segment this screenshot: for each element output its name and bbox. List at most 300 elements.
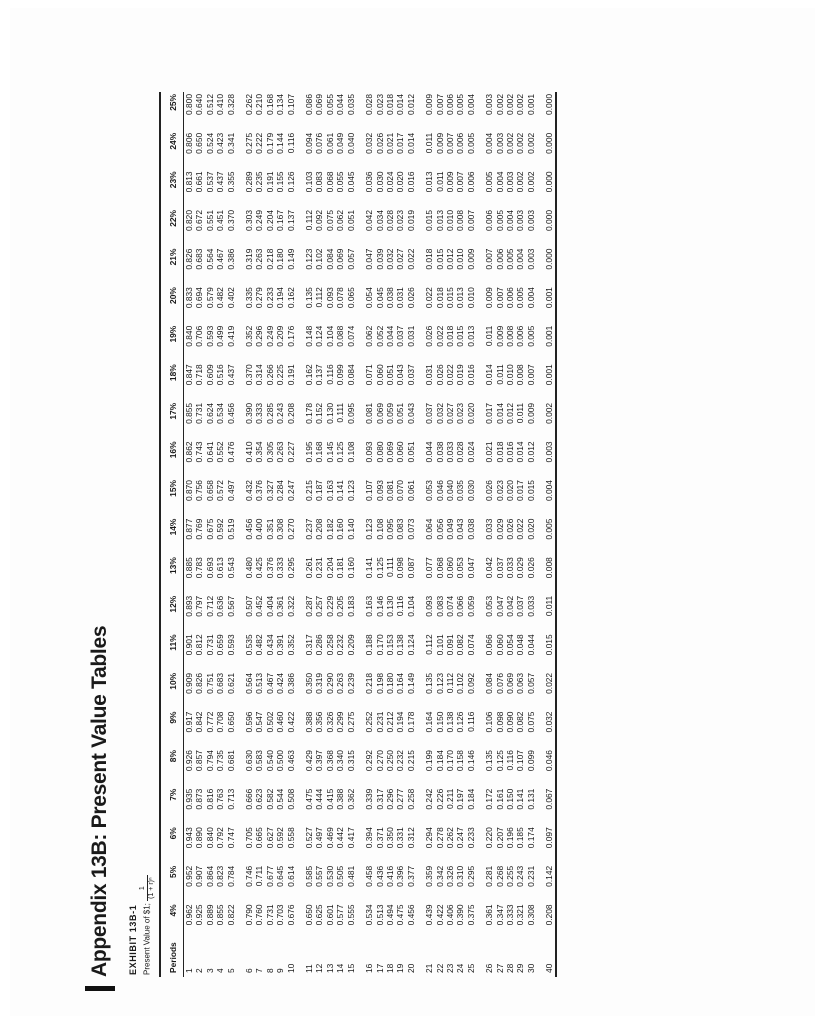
pv-factor-cell: 0.015 [525, 480, 536, 502]
pv-factor-cell: 0.179 [264, 132, 275, 154]
pv-factor-cell: 0.083 [434, 595, 445, 617]
title-row [80, 88, 120, 993]
pv-factor-cell: 0.073 [405, 518, 416, 540]
pv-factor-cell: 0.084 [484, 672, 495, 694]
pv-factor-cell: 0.015 [544, 634, 555, 656]
pv-factor-cell: 0.243 [515, 865, 526, 887]
pv-factor-cell: 0.082 [455, 634, 466, 656]
pv-factor-cell: 0.125 [335, 441, 346, 463]
period-cell: 15 [345, 963, 356, 973]
pv-factor-cell: 0.262 [444, 827, 455, 849]
pv-factor-cell: 0.002 [504, 94, 515, 115]
pv-factor-cell: 0.028 [455, 441, 466, 463]
pv-factor-cell: 0.013 [465, 325, 476, 347]
pv-factor-cell: 0.146 [374, 595, 385, 617]
pv-factor-cell: 0.319 [314, 672, 325, 694]
pv-factor-cell: 0.163 [324, 480, 335, 502]
pv-factor-cell: 0.039 [374, 248, 385, 270]
table-row [526, 92, 536, 977]
pv-factor-cell: 0.045 [374, 287, 385, 309]
pv-factor-cell: 0.124 [405, 634, 416, 656]
table-row [325, 92, 335, 977]
header-rate: 5% [161, 864, 184, 903]
pv-factor-cell: 0.137 [314, 364, 325, 386]
pv-factor-cell: 0.002 [515, 171, 526, 193]
pv-factor-cell: 0.551 [204, 210, 215, 231]
pv-factor-cell: 0.231 [314, 557, 325, 579]
pv-factor-cell: 0.706 [194, 325, 205, 347]
pv-factor-cell: 0.017 [395, 132, 406, 154]
pv-factor-cell: 0.030 [374, 171, 385, 193]
pv-factor-cell: 0.081 [364, 402, 375, 424]
pv-factor-cell: 0.870 [184, 480, 194, 502]
pv-factor-cell: 0.038 [384, 287, 395, 309]
pv-factor-cell: 0.422 [434, 904, 445, 926]
pv-factor-cell: 0.390 [455, 904, 466, 926]
pv-factor-cell: 0.889 [204, 904, 215, 926]
header-rate: 15% [161, 478, 184, 517]
pv-factor-cell: 0.130 [384, 595, 395, 617]
pv-factor-cell: 0.005 [455, 94, 466, 115]
pv-factor-cell: 0.084 [345, 364, 356, 386]
pv-factor-cell: 0.406 [444, 904, 455, 926]
pv-factor-cell: 0.066 [484, 634, 495, 656]
pv-factor-cell: 0.645 [275, 865, 286, 887]
table-header-row [161, 92, 184, 977]
pv-factor-cell: 0.885 [184, 557, 194, 579]
pv-factor-cell: 0.010 [455, 248, 466, 270]
pv-factor-cell: 0.877 [184, 518, 194, 540]
exhibit-caption [139, 88, 155, 975]
pv-factor-cell: 0.890 [194, 827, 205, 849]
pv-factor-cell: 0.650 [304, 904, 315, 926]
period-cell: 12 [314, 963, 325, 973]
pv-factor-cell: 0.044 [424, 441, 435, 463]
pv-factor-cell: 0.083 [314, 171, 325, 193]
pv-factor-cell: 0.031 [424, 364, 435, 386]
pv-factor-cell: 0.052 [374, 325, 385, 347]
pv-factor-cell: 0.135 [484, 750, 495, 772]
pv-factor-cell: 0.149 [285, 248, 296, 270]
pv-factor-cell: 0.064 [424, 518, 435, 540]
pv-factor-cell: 0.873 [194, 788, 205, 810]
pv-factor-cell: 0.059 [465, 595, 476, 617]
pv-factor-cell: 0.592 [275, 827, 286, 849]
pv-factor-cell: 0.018 [384, 94, 395, 115]
pv-factor-cell: 0.797 [194, 595, 205, 617]
table-row [265, 92, 275, 977]
pv-factor-cell: 0.026 [424, 325, 435, 347]
pv-factor-cell: 0.149 [405, 672, 416, 694]
pv-factor-cell: 0.009 [494, 325, 505, 347]
pv-factor-cell: 0.060 [444, 557, 455, 579]
pv-factor-cell: 0.004 [465, 94, 476, 115]
pv-factor-cell: 0.893 [184, 595, 194, 617]
pv-factor-cell: 0.516 [215, 364, 226, 386]
pv-factor-cell: 0.102 [455, 672, 466, 694]
pv-formula [139, 875, 156, 900]
pv-factor-cell: 0.211 [444, 788, 455, 810]
pv-factor-cell: 0.475 [395, 904, 406, 926]
pv-factor-cell: 0.524 [204, 132, 215, 154]
pv-factor-cell: 0.907 [194, 865, 205, 887]
pv-factor-cell: 0.022 [405, 248, 416, 270]
pv-factor-cell: 0.034 [374, 210, 385, 231]
pv-factor-cell: 0.513 [254, 672, 265, 694]
header-rate: 17% [161, 401, 184, 440]
pv-factor-cell: 0.074 [345, 325, 356, 347]
pv-factor-cell: 0.005 [504, 248, 515, 270]
header-rate: 24% [161, 131, 184, 170]
exhibit-caption-text: Present Value of $1; [142, 903, 152, 975]
period-cell: 26 [484, 963, 495, 973]
pv-factor-cell: 0.359 [424, 865, 435, 887]
table-row [286, 92, 296, 977]
pv-factor-cell: 0.004 [515, 248, 526, 270]
pv-factor-cell: 0.043 [455, 518, 466, 540]
pv-factor-cell: 0.705 [244, 827, 255, 849]
pv-factor-cell: 0.317 [304, 634, 315, 656]
pv-factor-cell: 0.182 [324, 518, 335, 540]
pv-factor-cell: 0.535 [244, 634, 255, 656]
pv-factor-cell: 0.335 [244, 287, 255, 309]
period-cell: 29 [515, 963, 526, 973]
period-cell: 40 [544, 963, 555, 973]
pv-factor-cell: 0.003 [504, 171, 515, 193]
pv-factor-cell: 0.351 [264, 518, 275, 540]
pv-factor-cell: 0.310 [455, 865, 466, 887]
pv-factor-cell: 0.467 [264, 672, 275, 694]
period-cell: 19 [395, 963, 406, 973]
pv-factor-cell: 0.530 [324, 865, 335, 887]
pv-factor-cell: 0.794 [204, 750, 215, 772]
pv-factor-cell: 0.028 [364, 94, 375, 115]
header-rate: 7% [161, 787, 184, 826]
pv-factor-cell: 0.290 [324, 672, 335, 694]
pv-factor-cell: 0.763 [215, 788, 226, 810]
pv-factor-cell: 0.708 [215, 711, 226, 733]
pv-factor-cell: 0.032 [384, 248, 395, 270]
pv-factor-cell: 0.138 [444, 711, 455, 733]
pv-factor-cell: 0.011 [424, 132, 435, 154]
table-row [416, 92, 434, 977]
pv-factor-cell: 0.361 [484, 904, 495, 926]
pv-factor-cell: 0.434 [264, 634, 275, 656]
pv-factor-cell: 0.322 [285, 595, 296, 617]
pv-factor-cell: 0.534 [364, 904, 375, 926]
pv-factor-cell: 0.255 [504, 865, 515, 887]
pv-factor-cell: 0.086 [304, 94, 315, 115]
pv-factor-cell: 0.857 [194, 750, 205, 772]
pv-factor-cell: 0.513 [374, 904, 385, 926]
pv-factor-cell: 0.239 [345, 672, 356, 694]
pv-factor-cell: 0.233 [465, 827, 476, 849]
pv-factor-cell: 0.004 [484, 132, 495, 154]
pv-factor-cell: 0.204 [324, 557, 335, 579]
pv-factor-cell: 0.002 [515, 94, 526, 115]
table-row [455, 92, 465, 977]
pv-factor-cell: 0.084 [324, 248, 335, 270]
pv-factor-cell: 0.009 [525, 402, 536, 424]
pv-factor-cell: 0.826 [184, 248, 194, 270]
pv-factor-cell: 0.168 [264, 94, 275, 115]
pv-factor-cell: 0.062 [364, 325, 375, 347]
pv-factor-cell: 0.051 [405, 441, 416, 463]
pv-factor-cell: 0.061 [324, 132, 335, 154]
pv-factor-cell: 0.005 [494, 210, 505, 231]
period-cell: 25 [465, 963, 476, 973]
pv-factor-cell: 0.032 [544, 711, 555, 733]
pv-factor-cell: 0.162 [285, 287, 296, 309]
pv-factor-cell: 0.614 [285, 865, 296, 887]
pv-factor-cell: 0.609 [204, 364, 215, 386]
pv-factor-cell: 0.386 [285, 672, 296, 694]
pv-factor-cell: 0.022 [444, 364, 455, 386]
pv-factor-cell: 0.112 [444, 672, 455, 694]
pv-factor-cell: 0.215 [304, 480, 315, 502]
pv-factor-cell: 0.482 [215, 287, 226, 309]
pv-factor-cell: 0.812 [194, 634, 205, 656]
pv-factor-cell: 0.295 [465, 865, 476, 887]
pv-factor-cell: 0.390 [244, 402, 255, 424]
pv-factor-cell: 0.124 [314, 325, 325, 347]
pv-factor-cell: 0.188 [364, 634, 375, 656]
period-cell: 5 [225, 968, 236, 973]
pv-factor-cell: 0.021 [484, 441, 495, 463]
pv-factor-cell: 0.326 [444, 865, 455, 887]
pv-factor-cell: 0.275 [244, 132, 255, 154]
pv-factor-cell: 0.035 [455, 480, 466, 502]
pv-factor-cell: 0.053 [484, 595, 495, 617]
pv-factor-cell: 0.436 [374, 865, 385, 887]
header-rate: 18% [161, 362, 184, 401]
pv-factor-cell: 0.144 [275, 132, 286, 154]
pv-factor-cell: 0.080 [374, 441, 385, 463]
pv-factor-cell: 0.003 [544, 441, 555, 463]
pv-factor-cell: 0.388 [304, 711, 315, 733]
pv-factor-cell: 0.743 [194, 441, 205, 463]
pv-factor-cell: 0.164 [424, 711, 435, 733]
pv-factor-cell: 0.027 [444, 402, 455, 424]
pv-factor-cell: 0.018 [434, 287, 445, 309]
pv-factor-cell: 0.396 [395, 865, 406, 887]
period-cell: 9 [275, 968, 286, 973]
pv-factor-cell: 0.075 [324, 210, 335, 231]
pv-factor-cell: 0.191 [264, 171, 275, 193]
pv-factor-cell: 0.718 [194, 364, 205, 386]
pv-factor-cell: 0.044 [335, 94, 346, 115]
pv-factor-cell: 0.125 [494, 750, 505, 772]
pv-factor-cell: 0.962 [184, 904, 194, 926]
table-row [236, 92, 254, 977]
pv-factor-cell: 0.013 [455, 287, 466, 309]
pv-factor-cell: 0.000 [544, 132, 555, 154]
pv-factor-cell: 0.009 [465, 248, 476, 270]
pv-factor-cell: 0.008 [504, 325, 515, 347]
period-cell: 18 [384, 963, 395, 973]
pv-factor-cell: 0.035 [345, 94, 356, 115]
pv-factor-cell: 0.596 [244, 711, 255, 733]
pv-factor-cell: 0.410 [215, 94, 226, 115]
pv-factor-cell: 0.112 [424, 634, 435, 655]
pv-factor-cell: 0.952 [184, 865, 194, 887]
pv-factor-cell: 0.006 [465, 171, 476, 193]
pv-factor-cell: 0.007 [484, 248, 495, 270]
pv-factor-cell: 0.028 [384, 210, 395, 231]
pv-factor-cell: 0.031 [395, 287, 406, 309]
pv-factor-cell: 0.194 [395, 711, 406, 733]
pv-factor-cell: 0.519 [225, 518, 236, 540]
pv-factor-cell: 0.038 [434, 441, 445, 463]
pv-factor-cell: 0.094 [304, 132, 315, 154]
pv-factor-cell: 0.270 [285, 518, 296, 540]
pv-factor-cell: 0.270 [374, 750, 385, 772]
pv-factor-cell: 0.935 [184, 788, 194, 810]
table-row [335, 92, 345, 977]
pv-factor-cell: 0.032 [364, 132, 375, 154]
pv-factor-cell: 0.376 [254, 480, 265, 502]
pv-factor-cell: 0.070 [395, 480, 406, 502]
pv-factor-cell: 0.482 [254, 634, 265, 656]
pv-factor-cell: 0.567 [225, 595, 236, 617]
pv-factor-cell: 0.172 [484, 788, 495, 810]
pv-factor-cell: 0.469 [324, 827, 335, 849]
pv-factor-cell: 0.069 [335, 248, 346, 270]
pv-factor-cell: 0.023 [494, 480, 505, 502]
pv-factor-cell: 0.636 [215, 595, 226, 617]
table-body [184, 92, 555, 977]
pv-factor-cell: 0.507 [244, 595, 255, 617]
pv-factor-cell: 0.123 [304, 248, 315, 270]
period-cell: 3 [204, 968, 215, 973]
pv-factor-cell: 0.294 [424, 827, 435, 849]
pv-factor-cell: 0.069 [384, 441, 395, 463]
pv-factor-cell: 0.442 [335, 827, 346, 849]
pv-factor-cell: 0.001 [544, 325, 555, 347]
pv-factor-cell: 0.155 [275, 171, 286, 193]
pv-factor-cell: 0.014 [395, 94, 406, 115]
pv-factor-cell: 0.076 [314, 132, 325, 154]
pv-factor-cell: 0.552 [215, 441, 226, 463]
pv-factor-cell: 0.816 [204, 788, 215, 810]
pv-factor-cell: 0.007 [465, 210, 476, 231]
pv-factor-cell: 0.350 [384, 827, 395, 849]
table-row [205, 92, 215, 977]
present-value-table [161, 92, 555, 977]
pv-factor-cell: 0.198 [374, 672, 385, 694]
pv-factor-cell: 0.422 [285, 711, 296, 733]
table-row [184, 92, 195, 977]
pv-factor-cell: 0.033 [504, 557, 515, 579]
pv-factor-cell: 0.111 [384, 557, 395, 577]
pv-factor-cell: 0.247 [285, 480, 296, 502]
period-cell: 6 [244, 968, 255, 973]
pv-factor-cell: 0.130 [324, 402, 335, 424]
pv-factor-cell: 0.205 [335, 595, 346, 617]
pv-factor-cell: 0.376 [264, 557, 275, 579]
pv-factor-cell: 0.800 [184, 94, 194, 115]
pv-factor-cell: 0.047 [465, 557, 476, 579]
pv-factor-cell: 0.031 [405, 325, 416, 347]
table-row [356, 92, 374, 977]
pv-factor-cell: 0.049 [335, 132, 346, 154]
pv-factor-cell: 0.296 [384, 788, 395, 810]
header-rate: 9% [161, 710, 184, 749]
pv-factor-cell: 0.451 [215, 210, 226, 231]
pv-factor-cell: 0.281 [484, 865, 495, 887]
pv-factor-cell: 0.731 [204, 634, 215, 656]
pv-factor-cell: 0.116 [465, 711, 476, 732]
period-cell: 7 [254, 968, 265, 973]
pv-factor-cell: 0.011 [434, 171, 445, 192]
pv-factor-cell: 0.048 [515, 634, 526, 656]
pv-factor-cell: 0.102 [314, 248, 325, 270]
pv-factor-cell: 0.026 [525, 557, 536, 579]
period-cell: 22 [434, 963, 445, 973]
pv-factor-cell: 0.074 [465, 634, 476, 656]
pv-factor-cell: 0.174 [525, 827, 536, 849]
pv-factor-cell: 0.135 [424, 672, 435, 694]
table-row [275, 92, 285, 977]
period-cell: 8 [264, 968, 275, 973]
pv-factor-cell: 0.315 [345, 750, 356, 772]
period-cell: 17 [374, 963, 385, 973]
pv-factor-cell: 0.160 [335, 518, 346, 540]
header-rate: 14% [161, 517, 184, 556]
pv-factor-cell: 0.419 [225, 325, 236, 347]
pv-factor-cell: 0.769 [194, 518, 205, 540]
pv-factor-cell: 0.107 [364, 480, 375, 502]
pv-factor-cell: 0.627 [264, 827, 275, 849]
table-row [505, 92, 515, 977]
pv-factor-cell: 0.227 [285, 441, 296, 463]
pv-factor-cell: 0.063 [515, 672, 526, 694]
pv-factor-cell: 0.116 [395, 595, 406, 617]
pv-factor-cell: 0.232 [395, 750, 406, 772]
pv-factor-cell: 0.045 [345, 171, 356, 193]
pv-factor-cell: 0.456 [225, 402, 236, 424]
pv-factor-cell: 0.833 [184, 287, 194, 309]
pv-factor-cell: 0.006 [444, 94, 455, 115]
pv-factor-cell: 0.131 [525, 788, 536, 810]
pv-factor-cell: 0.249 [254, 210, 265, 231]
pv-factor-cell: 0.004 [544, 480, 555, 502]
page-title: Appendix 13B: Present Value Tables [88, 625, 111, 977]
pv-factor-cell: 0.790 [244, 904, 255, 926]
pv-factor-cell: 0.056 [434, 518, 445, 540]
pv-factor-cell: 0.208 [285, 402, 296, 424]
pv-factor-cell: 0.547 [254, 711, 265, 733]
pv-factor-cell: 0.003 [525, 248, 536, 270]
pv-factor-cell: 0.352 [285, 634, 296, 656]
pv-factor-cell: 0.013 [434, 210, 445, 231]
pv-factor-cell: 0.015 [424, 210, 435, 231]
table-row [466, 92, 476, 977]
period-cell: 28 [504, 963, 515, 973]
pv-factor-cell: 0.579 [204, 287, 215, 309]
pv-factor-cell: 0.168 [314, 441, 325, 463]
pv-factor-cell: 0.333 [504, 904, 515, 926]
pv-factor-cell: 0.059 [384, 402, 395, 424]
header-rate: 10% [161, 671, 184, 710]
pv-factor-cell: 0.391 [275, 634, 286, 656]
pv-factor-cell: 0.123 [434, 672, 445, 694]
pv-factor-cell: 0.163 [364, 595, 375, 617]
pv-factor-cell: 0.314 [254, 364, 265, 386]
pv-factor-cell: 0.150 [434, 711, 445, 733]
pv-factor-cell: 0.078 [335, 287, 346, 309]
pv-factor-cell: 0.005 [515, 287, 526, 309]
